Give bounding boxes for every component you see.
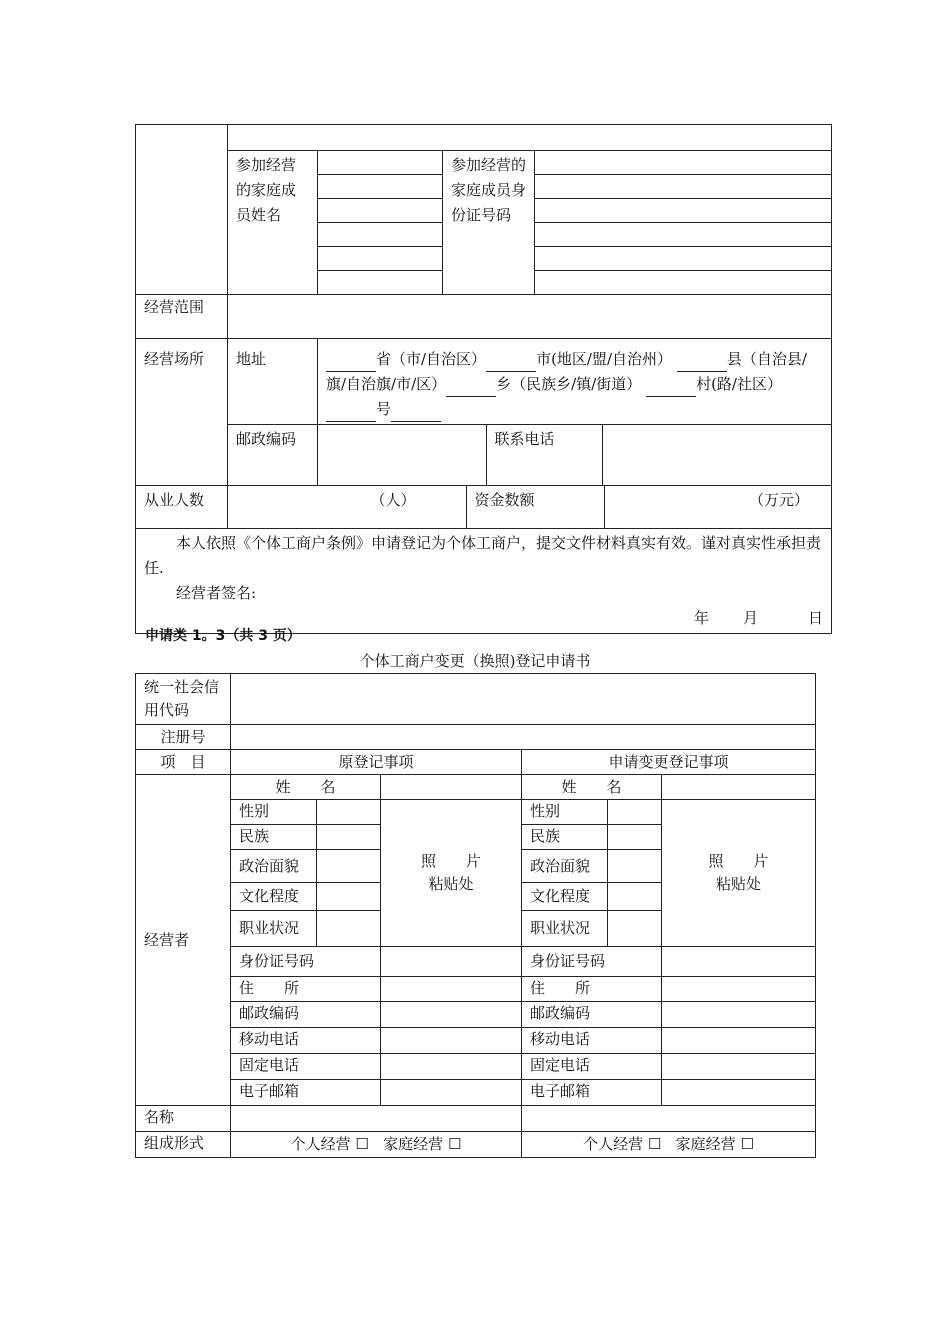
new-ethnicity-label: 民族: [522, 825, 608, 850]
new-id-value[interactable]: [662, 947, 816, 977]
orig-mobile-value[interactable]: [381, 1028, 522, 1054]
item-label: 项 目: [136, 750, 231, 775]
new-education-label: 文化程度: [522, 883, 608, 911]
orig-postal-value[interactable]: [381, 1002, 522, 1028]
orig-education-value[interactable]: [317, 883, 381, 911]
business-scope-value[interactable]: [228, 295, 832, 339]
capital-label: 资金数额: [466, 486, 604, 528]
new-landline-label: 固定电话: [522, 1054, 662, 1080]
address-value[interactable]: 省（市/自治区） 市(地区/盟/自治州） 县（自治县/旗/自治旗/市/区） 乡（民族乡/镇/街道） 村(路/社区） 号: [318, 339, 832, 425]
new-email-label: 电子邮箱: [522, 1080, 662, 1106]
form-type-label: 组成形式: [136, 1132, 231, 1158]
family-member-name-fields[interactable]: [318, 151, 443, 295]
new-residence-label: 住 所: [522, 977, 662, 1002]
new-email-value[interactable]: [662, 1080, 816, 1106]
orig-education-label: 文化程度: [231, 883, 317, 911]
section-heading: 申请类 1。3（共 3 页）: [145, 628, 301, 644]
orig-name-label: 姓 名: [231, 775, 381, 800]
postal-code-value[interactable]: [318, 425, 486, 485]
business-name-label: 名称: [136, 1106, 231, 1132]
new-gender-label: 性别: [522, 800, 608, 825]
orig-postal-label: 邮政编码: [231, 1002, 381, 1028]
new-photo-area: 照 片 粘贴处: [662, 800, 816, 947]
new-political-label: 政治面貌: [522, 850, 608, 883]
address-label: 地址: [228, 339, 318, 425]
family-member-id-fields[interactable]: [535, 151, 832, 295]
credit-code-value[interactable]: [231, 674, 816, 725]
orig-occupation-label: 职业状况: [231, 911, 317, 947]
change-registration-table: [135, 673, 816, 1158]
change-header: 申请变更登记事项: [522, 750, 816, 775]
orig-occupation-value[interactable]: [317, 911, 381, 947]
new-id-label: 身份证号码: [522, 947, 662, 977]
new-ethnicity-value[interactable]: [608, 825, 662, 850]
premises-label: 经营场所: [136, 339, 228, 486]
date-line: 年 月 日: [693, 609, 823, 627]
original-header: 原登记事项: [231, 750, 522, 775]
orig-residence-label: 住 所: [231, 977, 381, 1002]
blank-value-cell[interactable]: [228, 125, 832, 151]
orig-ethnicity-value[interactable]: [317, 825, 381, 850]
new-name-label: 姓 名: [522, 775, 662, 800]
postal-code-label: 邮政编码: [228, 425, 318, 486]
new-education-value[interactable]: [608, 883, 662, 911]
family-member-name-label: 参加经营的家庭成员姓名: [228, 151, 318, 295]
orig-photo-area: 照 片 粘贴处: [381, 800, 522, 947]
new-name-value[interactable]: [662, 775, 816, 800]
capital-value[interactable]: [604, 486, 831, 528]
new-political-value[interactable]: [608, 850, 662, 883]
operator-label: 经营者: [136, 775, 231, 1106]
orig-id-value[interactable]: [381, 947, 522, 977]
new-occupation-value[interactable]: [608, 911, 662, 947]
new-postal-label: 邮政编码: [522, 1002, 662, 1028]
orig-email-value[interactable]: [381, 1080, 522, 1106]
orig-form-type-options: 个人经营 ☐ 家庭经营 ☐: [231, 1132, 522, 1158]
orig-mobile-label: 移动电话: [231, 1028, 381, 1054]
orig-residence-value[interactable]: [381, 977, 522, 1002]
staff-count-label: 从业人数: [136, 486, 228, 529]
orig-political-label: 政治面貌: [231, 850, 317, 883]
staff-count-value[interactable]: [228, 486, 466, 528]
new-business-name-value[interactable]: [522, 1106, 816, 1132]
orig-business-name-value[interactable]: [231, 1106, 522, 1132]
staff-unit: （人）: [370, 491, 416, 509]
credit-code-label: 统一社会信用代码: [136, 674, 231, 725]
reg-no-value[interactable]: [231, 725, 816, 750]
new-occupation-label: 职业状况: [522, 911, 608, 947]
declaration-text: 本人依照《个体工商户条例》申请登记为个体工商户，提交文件材料真实有效。谨对真实性承担责任.: [144, 534, 822, 577]
orig-family-checkbox[interactable]: ☐: [447, 1135, 462, 1153]
new-residence-value[interactable]: [662, 977, 816, 1002]
new-individual-checkbox[interactable]: ☐: [647, 1135, 662, 1153]
orig-gender-value[interactable]: [317, 800, 381, 825]
new-family-checkbox[interactable]: ☐: [740, 1135, 754, 1153]
new-mobile-label: 移动电话: [522, 1028, 662, 1054]
blank-label-cell: [136, 125, 228, 295]
orig-email-label: 电子邮箱: [231, 1080, 381, 1106]
new-gender-value[interactable]: [608, 800, 662, 825]
phone-label: 联系电话: [486, 425, 602, 485]
capital-unit: （万元）: [748, 491, 809, 509]
orig-id-label: 身份证号码: [231, 947, 381, 977]
upper-form-table: [135, 124, 832, 634]
family-member-id-label: 参加经营的家庭成员身份证号码: [443, 151, 535, 295]
reg-no-label: 注册号: [136, 725, 231, 750]
orig-political-value[interactable]: [317, 850, 381, 883]
new-landline-value[interactable]: [662, 1054, 816, 1080]
orig-ethnicity-label: 民族: [231, 825, 317, 850]
orig-individual-checkbox[interactable]: ☐: [355, 1135, 369, 1153]
orig-landline-label: 固定电话: [231, 1054, 381, 1080]
orig-landline-value[interactable]: [381, 1054, 522, 1080]
form-title: 个体工商户变更（换照)登记申请书: [359, 652, 591, 670]
new-postal-value[interactable]: [662, 1002, 816, 1028]
phone-value[interactable]: [602, 425, 831, 485]
business-scope-label: 经营范围: [136, 295, 228, 339]
new-form-type-options: 个人经营 ☐ 家庭经营 ☐: [522, 1132, 816, 1158]
signature-label: 经营者签名:: [176, 584, 257, 602]
new-mobile-value[interactable]: [662, 1028, 816, 1054]
orig-name-value[interactable]: [381, 775, 522, 800]
declaration-cell: [136, 529, 832, 634]
orig-gender-label: 性别: [231, 800, 317, 825]
